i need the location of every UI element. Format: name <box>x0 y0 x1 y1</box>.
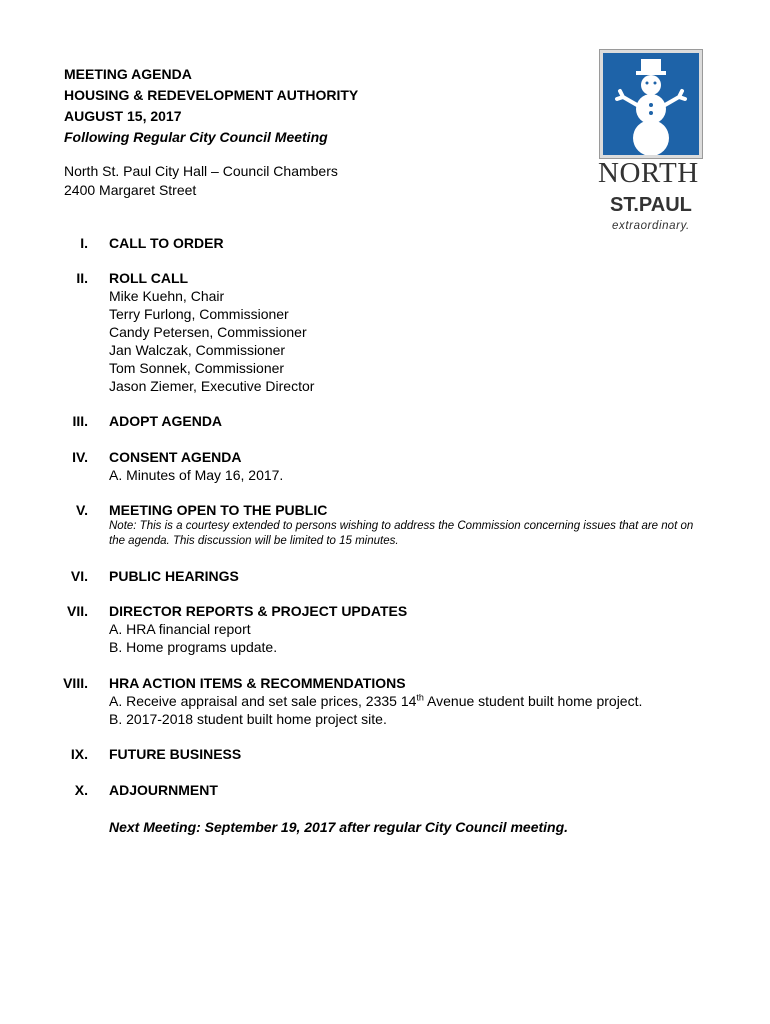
roll-call-member: Jason Ziemer, Executive Director <box>109 378 315 394</box>
logo-north-text: NORTH <box>598 157 699 189</box>
logo-tagline: extraordinary. <box>612 220 690 232</box>
item-title: PUBLIC HEARINGS <box>109 568 239 584</box>
meeting-timing: Following Regular City Council Meeting <box>64 129 328 145</box>
item-number: I. <box>80 235 88 251</box>
sub-item-text: A. Receive appraisal and set sale prices, 2335 14 <box>109 693 417 709</box>
item-title: ROLL CALL <box>109 270 189 286</box>
sub-item-text-end: Avenue student built home project. <box>423 693 643 709</box>
roll-call-member: Jan Walczak, Commissioner <box>109 342 286 358</box>
next-meeting-note: Next Meeting: September 19, 2017 after regular City Council meeting. <box>109 819 569 835</box>
item-title: HRA ACTION ITEMS & RECOMMENDATIONS <box>109 675 406 691</box>
item-number: VI. <box>70 568 88 584</box>
item-number: II. <box>76 270 88 286</box>
item-number: VII. <box>66 603 88 619</box>
item-title: ADJOURNMENT <box>109 782 218 798</box>
roll-call-member: Tom Sonnek, Commissioner <box>109 360 285 376</box>
agenda-header <box>64 64 358 148</box>
snowman-icon <box>603 53 699 155</box>
item-number: VIII. <box>63 675 88 691</box>
snowman-logo-box <box>600 50 702 158</box>
sub-item: A. HRA financial report <box>109 621 251 637</box>
north-st-paul-logo <box>590 44 720 239</box>
authority-name: HOUSING & REDEVELOPMENT AUTHORITY <box>64 87 359 103</box>
item-number: III. <box>72 413 88 429</box>
item-title: DIRECTOR REPORTS & PROJECT UPDATES <box>109 603 408 619</box>
sub-item: B. Home programs update. <box>109 639 278 655</box>
sub-item <box>109 692 729 710</box>
ordinal-suffix: th <box>416 692 424 703</box>
item-title: CONSENT AGENDA <box>109 449 242 465</box>
item-number: X. <box>74 782 88 798</box>
meeting-location <box>64 162 338 199</box>
item-number: V. <box>76 502 88 518</box>
doc-title: MEETING AGENDA <box>64 66 192 82</box>
roll-call-member: Terry Furlong, Commissioner <box>109 306 289 322</box>
sub-item: B. 2017-2018 student built home project site. <box>109 711 387 727</box>
item-title: MEETING OPEN TO THE PUBLIC <box>109 502 328 518</box>
item-number: IV. <box>72 449 88 465</box>
item-title: FUTURE BUSINESS <box>109 746 242 762</box>
item-title: CALL TO ORDER <box>109 235 224 251</box>
item-number: IX. <box>70 746 88 762</box>
location-venue: North St. Paul City Hall – Council Chambers <box>64 163 338 179</box>
roll-call-member: Candy Petersen, Commissioner <box>109 324 307 340</box>
sub-item: A. Minutes of May 16, 2017. <box>109 467 284 483</box>
courtesy-note: Note: This is a courtesy extended to persons wishing to address the Commission concerning issues that are not on the agenda. This discussion will be limited to 15 minutes. <box>109 520 694 547</box>
logo-stpaul-text: ST.PAUL <box>610 194 692 216</box>
roll-call-member: Mike Kuehn, Chair <box>109 288 225 304</box>
location-address: 2400 Margaret Street <box>64 181 197 198</box>
item-title: ADOPT AGENDA <box>109 413 223 429</box>
meeting-date: AUGUST 15, 2017 <box>64 108 182 124</box>
